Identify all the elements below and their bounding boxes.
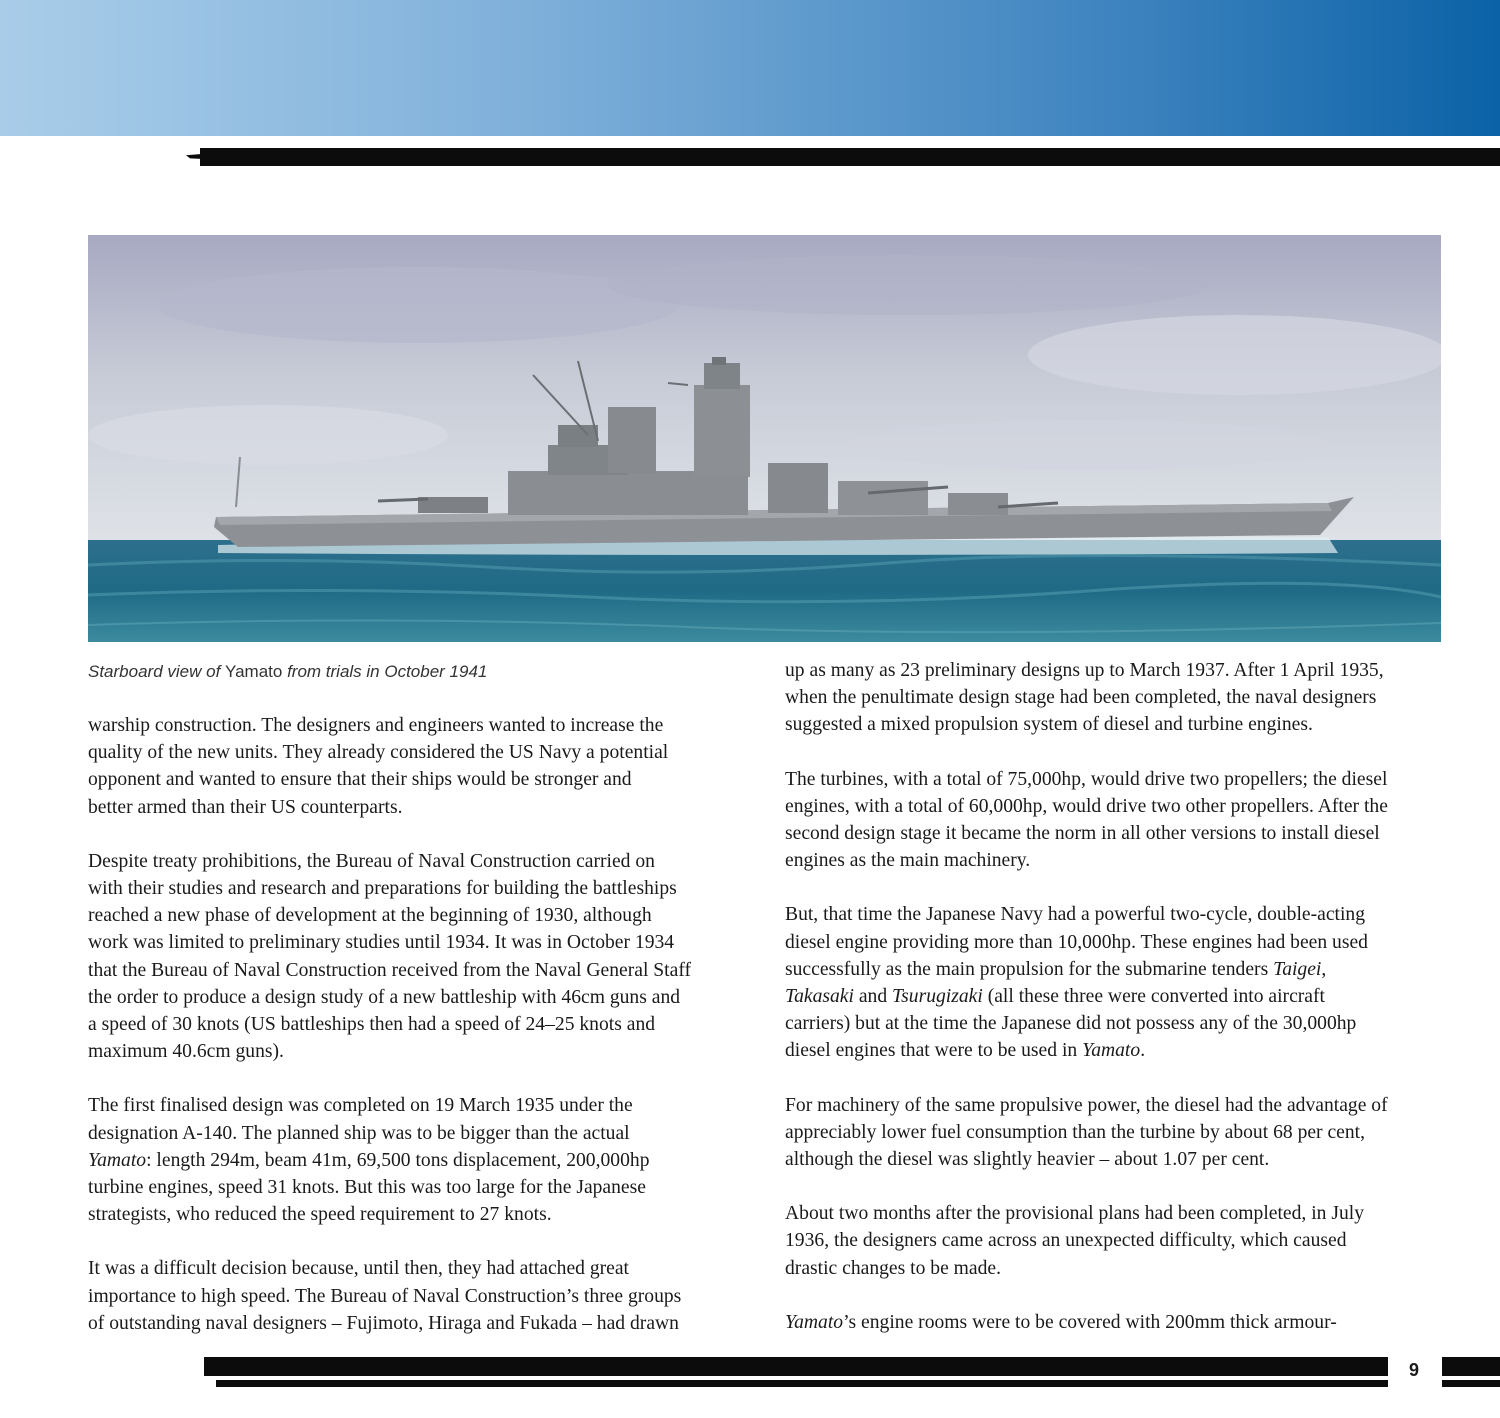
ship-name: Tsurugizaki (892, 986, 983, 1008)
top-brush-stroke (200, 148, 1500, 166)
text-line: turbine engines, speed 31 knots. But this was too large for the Japanese (88, 1177, 646, 1199)
paragraph (88, 1255, 748, 1337)
text-line: designation A-140. The planned ship was to be bigger than the actual (88, 1122, 630, 1144)
paragraph (785, 1200, 1445, 1282)
ship-name: Yamato (785, 1311, 844, 1333)
text-line: The turbines, with a total of 75,000hp, would drive two propellers; the diesel (785, 768, 1388, 790)
right-column (785, 657, 1445, 1363)
text-line: second design stage it became the norm in all other versions to install diesel (785, 823, 1380, 845)
text-line: the order to produce a design study of a new battleship with 46cm guns and (88, 986, 681, 1008)
text-line: when the penultimate design stage had been completed, the naval designers (785, 687, 1377, 709)
text-line: Despite treaty prohibitions, the Bureau of Naval Construction carried on (88, 850, 655, 872)
text-run: and (853, 986, 893, 1008)
text-line: a speed of 30 knots (US battleships then had a speed of 24–25 knots and (88, 1014, 656, 1036)
paragraph (88, 1092, 748, 1228)
text-line: warship construction. The designers and engineers wanted to increase the (88, 715, 664, 736)
text-run: (all these three were converted into aircraft (982, 986, 1325, 1008)
text-line: diesel engine providing more than 10,000hp. These engines had been used (785, 931, 1368, 953)
text-line: quality of the new units. They already considered the US Navy a potential (88, 742, 669, 764)
text-line: suggested a mixed propulsion system of diesel and turbine engines. (785, 714, 1313, 736)
footer-brush-stroke (204, 1357, 1388, 1376)
text-line: with their studies and research and preparations for building the battleships (88, 878, 677, 900)
caption-text-pre: Starboard view of (88, 662, 226, 681)
footer-brush-stroke-right (1442, 1357, 1500, 1376)
text-line: of outstanding naval designers – Fujimoto, Hiraga and Fukada – had drawn (88, 1312, 679, 1334)
page-number: 9 (1408, 1360, 1419, 1380)
text-line (785, 1037, 1445, 1064)
text-run: . (1140, 1040, 1146, 1062)
text-line: work was limited to preliminary studies until 1934. It was in October 1934 (88, 932, 675, 954)
header-divider (0, 136, 1500, 148)
footer-brush-stroke-thin (216, 1380, 1388, 1387)
text-line (785, 983, 1445, 1010)
paragraph (785, 901, 1445, 1064)
text-line: better armed than their US counterparts. (88, 796, 403, 818)
text-line: importance to high speed. The Bureau of Naval Construction’s three groups (88, 1285, 682, 1307)
battleship-photo (88, 235, 1441, 642)
ship-name: Taigei (1273, 958, 1322, 980)
text-line: 1936, the designers came across an unexpected difficulty, which caused (785, 1230, 1347, 1252)
ship-name: Takasaki (785, 986, 854, 1008)
text-line: appreciably lower fuel consumption than the turbine by about 68 per cent, (785, 1121, 1366, 1143)
text-line: engines as the main machinery. (785, 850, 1031, 872)
text-line: strategists, who reduced the speed requirement to 27 knots. (88, 1204, 552, 1226)
paragraph (88, 712, 748, 821)
text-run: : length 294m, beam 41m, 69,500 tons displacement, 200,000hp (146, 1149, 650, 1171)
text-run: successfully as the main propulsion for the submarine tenders (785, 958, 1274, 980)
left-column (88, 712, 748, 1364)
photo-caption (88, 662, 487, 682)
text-line: reached a new phase of development at the beginning of 1930, although (88, 905, 652, 927)
paragraph (88, 848, 748, 1066)
text-line: carriers) but at the time the Japanese did not possess any of the 30,000hp (785, 1013, 1357, 1035)
text-line (88, 1147, 748, 1174)
text-line: It was a difficult decision because, until then, they had attached great (88, 1258, 629, 1280)
text-line: opponent and wanted to ensure that their ships would be stronger and (88, 769, 632, 791)
text-line (785, 1309, 1445, 1336)
text-line: although the diesel was slightly heavier – about 1.07 per cent. (785, 1149, 1270, 1171)
header-band (0, 0, 1500, 136)
text-line: But, that time the Japanese Navy had a powerful two-cycle, double-acting (785, 904, 1365, 926)
paragraph (785, 1309, 1445, 1336)
footer-brush-stroke-right-thin (1442, 1380, 1500, 1387)
text-run: ’s engine rooms were to be covered with 200mm thick armour- (843, 1311, 1337, 1333)
text-line: drastic changes to be made. (785, 1257, 1001, 1279)
text-line: The first finalised design was completed on 19 March 1935 under the (88, 1095, 633, 1117)
caption-ship-name: Yamato (225, 662, 283, 681)
text-run: diesel engines that were to be used in (785, 1040, 1083, 1062)
text-line (785, 956, 1445, 983)
paragraph (785, 1092, 1445, 1174)
text-line: About two months after the provisional plans had been completed, in July (785, 1203, 1364, 1225)
paragraph (785, 766, 1445, 875)
caption-text-post: from trials in October 1941 (282, 662, 488, 681)
text-run: , (1321, 958, 1327, 980)
ship-name: Yamato (1082, 1040, 1141, 1062)
text-line: engines, with a total of 60,000hp, would drive two other propellers. After the (785, 795, 1388, 817)
text-line: that the Bureau of Naval Construction received from the Naval General Staff (88, 959, 692, 981)
ship-name: Yamato (88, 1149, 147, 1171)
paragraph (785, 657, 1445, 739)
text-line: For machinery of the same propulsive power, the diesel had the advantage of (785, 1094, 1388, 1116)
text-line: up as many as 23 preliminary designs up to March 1937. After 1 April 1935, (785, 660, 1384, 681)
text-line: maximum 40.6cm guns). (88, 1041, 284, 1063)
